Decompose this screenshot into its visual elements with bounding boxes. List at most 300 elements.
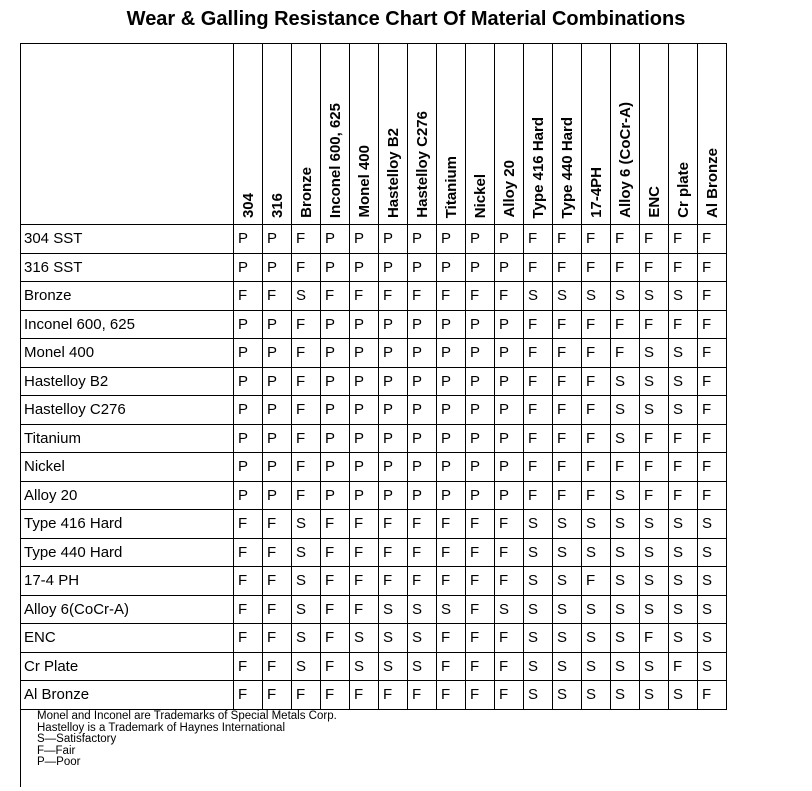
rating-cell: S [437, 595, 466, 624]
rating-cell: P [437, 225, 466, 254]
rating-cell: P [466, 225, 495, 254]
rating-cell: P [466, 453, 495, 482]
rating-cell: S [698, 595, 727, 624]
table-row [21, 339, 727, 368]
rating-cell: S [669, 567, 698, 596]
rating-cell: F [611, 453, 640, 482]
rating-cell: F [263, 567, 292, 596]
column-header [466, 44, 495, 225]
rating-cell: P [234, 424, 263, 453]
rating-cell: F [379, 567, 408, 596]
table-row [21, 595, 727, 624]
column-header [582, 44, 611, 225]
rating-cell: F [292, 253, 321, 282]
rating-cell: P [408, 396, 437, 425]
rating-cell: S [669, 538, 698, 567]
rating-cell: F [350, 282, 379, 311]
rating-cell: F [495, 652, 524, 681]
rating-cell: P [350, 310, 379, 339]
rating-cell: S [292, 282, 321, 311]
rating-cell: F [669, 424, 698, 453]
column-header-label: Monel 400 [355, 145, 373, 218]
rating-cell: P [321, 253, 350, 282]
rating-cell: F [292, 424, 321, 453]
rating-cell: S [640, 538, 669, 567]
rating-cell: F [466, 282, 495, 311]
row-label: Monel 400 [21, 339, 234, 368]
rating-cell: P [379, 225, 408, 254]
rating-cell: P [437, 481, 466, 510]
rating-cell: F [292, 453, 321, 482]
rating-cell: F [466, 652, 495, 681]
column-header-label: 304 [239, 192, 257, 218]
rating-cell: S [553, 595, 582, 624]
rating-cell: F [292, 681, 321, 710]
column-header [321, 44, 350, 225]
table-row [21, 538, 727, 567]
rating-cell: F [553, 424, 582, 453]
rating-cell: F [263, 538, 292, 567]
rating-cell: F [466, 567, 495, 596]
rating-cell: F [292, 225, 321, 254]
rating-cell: F [611, 339, 640, 368]
rating-cell: F [553, 367, 582, 396]
rating-cell: P [263, 396, 292, 425]
rating-cell: P [466, 253, 495, 282]
rating-cell: S [640, 367, 669, 396]
rating-cell: F [350, 595, 379, 624]
rating-cell: F [292, 367, 321, 396]
rating-cell: F [408, 538, 437, 567]
rating-cell: F [437, 567, 466, 596]
rating-cell: S [350, 624, 379, 653]
rating-cell: P [350, 481, 379, 510]
column-header-label: Bronze [297, 167, 315, 218]
rating-cell: F [234, 595, 263, 624]
rating-cell: P [379, 367, 408, 396]
rating-cell: P [263, 339, 292, 368]
column-header [553, 44, 582, 225]
rating-cell: F [640, 624, 669, 653]
footnotes [20, 707, 806, 787]
rating-cell: F [408, 681, 437, 710]
rating-cell: F [524, 310, 553, 339]
rating-cell: S [553, 282, 582, 311]
column-header [234, 44, 263, 225]
rating-cell: S [582, 624, 611, 653]
rating-cell: P [379, 481, 408, 510]
footnote-line: F—Fair [37, 744, 76, 757]
rating-cell: F [582, 339, 611, 368]
rating-cell: F [292, 396, 321, 425]
rating-cell: F [350, 510, 379, 539]
rating-cell: P [437, 424, 466, 453]
rating-cell: F [495, 510, 524, 539]
rating-cell: F [582, 567, 611, 596]
rating-cell: S [292, 510, 321, 539]
rating-cell: F [698, 481, 727, 510]
column-header [408, 44, 437, 225]
rating-cell: F [524, 453, 553, 482]
rating-cell: F [234, 282, 263, 311]
rating-cell: S [379, 624, 408, 653]
rating-cell: P [263, 253, 292, 282]
rating-cell: S [524, 567, 553, 596]
column-header [611, 44, 640, 225]
rating-cell: F [437, 282, 466, 311]
galling-resistance-table [20, 43, 727, 710]
rating-cell: F [669, 453, 698, 482]
rating-cell: S [582, 282, 611, 311]
rating-cell: F [234, 567, 263, 596]
rating-cell: F [437, 652, 466, 681]
rating-cell: F [350, 567, 379, 596]
rating-cell: S [611, 595, 640, 624]
rating-cell: P [321, 367, 350, 396]
table-row [21, 282, 727, 311]
table-row [21, 481, 727, 510]
rating-cell: P [234, 339, 263, 368]
corner-cell [21, 44, 234, 225]
rating-cell: F [698, 681, 727, 710]
rating-cell: F [495, 567, 524, 596]
rating-cell: P [466, 339, 495, 368]
column-header-label: Type 416 Hard [529, 116, 547, 218]
rating-cell: F [698, 339, 727, 368]
rating-cell: S [669, 367, 698, 396]
rating-cell: F [263, 510, 292, 539]
rating-cell: S [553, 538, 582, 567]
column-header-row [21, 44, 727, 225]
rating-cell: F [263, 652, 292, 681]
rating-cell: F [553, 481, 582, 510]
rating-cell: F [669, 225, 698, 254]
rating-cell: F [234, 624, 263, 653]
table-row [21, 567, 727, 596]
rating-cell: F [263, 282, 292, 311]
footnote-line: P—Poor [37, 756, 81, 768]
rating-cell: F [553, 453, 582, 482]
rating-cell: P [350, 253, 379, 282]
rating-cell: S [292, 538, 321, 567]
rating-cell: P [234, 225, 263, 254]
rating-cell: F [553, 396, 582, 425]
rating-cell: S [698, 510, 727, 539]
table-row [21, 253, 727, 282]
rating-cell: F [321, 538, 350, 567]
rating-cell: F [640, 253, 669, 282]
rating-cell: P [350, 424, 379, 453]
rating-cell: P [408, 424, 437, 453]
rating-cell: P [495, 225, 524, 254]
rating-cell: F [640, 453, 669, 482]
footnote-line: S—Satisfactory [37, 733, 117, 745]
column-header-label: Al Bronze [703, 147, 721, 218]
rating-cell: S [379, 652, 408, 681]
rating-cell: F [669, 253, 698, 282]
rating-cell: F [611, 310, 640, 339]
rating-cell: F [698, 310, 727, 339]
rating-cell: F [582, 367, 611, 396]
rating-cell: S [350, 652, 379, 681]
column-header-label: Hastelloy C276 [413, 111, 431, 218]
rating-cell: F [495, 681, 524, 710]
rating-cell: P [466, 396, 495, 425]
rating-cell: P [263, 310, 292, 339]
rating-cell: F [321, 595, 350, 624]
rating-cell: F [582, 396, 611, 425]
rating-cell: S [640, 681, 669, 710]
rating-cell: P [234, 453, 263, 482]
rating-cell: F [553, 253, 582, 282]
rating-cell: P [321, 225, 350, 254]
rating-cell: S [524, 510, 553, 539]
column-header [437, 44, 466, 225]
rating-cell: S [524, 652, 553, 681]
rating-cell: F [350, 681, 379, 710]
rating-cell: F [321, 681, 350, 710]
rating-cell: F [495, 538, 524, 567]
rating-cell: F [698, 396, 727, 425]
row-label: Bronze [21, 282, 234, 311]
rating-cell: P [350, 453, 379, 482]
rating-cell: F [524, 339, 553, 368]
rating-cell: F [379, 538, 408, 567]
column-header-label: Alloy 6 (CoCr-A) [616, 102, 634, 218]
column-header [640, 44, 669, 225]
table-row [21, 652, 727, 681]
rating-cell: F [698, 253, 727, 282]
rating-cell: P [234, 367, 263, 396]
rating-cell: P [350, 225, 379, 254]
rating-cell: F [466, 624, 495, 653]
rating-cell: S [669, 595, 698, 624]
rating-cell: S [292, 624, 321, 653]
rating-cell: F [437, 624, 466, 653]
rating-cell: F [524, 253, 553, 282]
column-header-label: Cr plate [674, 162, 692, 218]
footnote-line: Monel and Inconel are Trademarks of Special Metals Corp. [37, 710, 337, 722]
rating-cell: S [524, 595, 553, 624]
rating-cell: S [669, 396, 698, 425]
rating-cell: S [292, 567, 321, 596]
column-header [263, 44, 292, 225]
rating-cell: F [669, 652, 698, 681]
rating-cell: S [698, 567, 727, 596]
row-label: 304 SST [21, 225, 234, 254]
rating-cell: S [582, 652, 611, 681]
rating-cell: F [524, 225, 553, 254]
rating-cell: S [292, 595, 321, 624]
rating-cell: P [408, 253, 437, 282]
rating-cell: P [263, 367, 292, 396]
rating-cell: F [263, 681, 292, 710]
rating-cell: S [611, 567, 640, 596]
rating-cell: F [553, 225, 582, 254]
rating-cell: F [234, 681, 263, 710]
rating-cell: F [263, 595, 292, 624]
rating-cell: P [263, 453, 292, 482]
table-row [21, 396, 727, 425]
rating-cell: P [495, 253, 524, 282]
row-label: Type 416 Hard [21, 510, 234, 539]
column-header-label: ENC [645, 186, 663, 218]
rating-cell: F [321, 510, 350, 539]
rating-cell: F [292, 481, 321, 510]
rating-cell: P [495, 424, 524, 453]
rating-cell: F [466, 510, 495, 539]
table-row [21, 510, 727, 539]
rating-cell: S [611, 481, 640, 510]
column-header-label: Inconel 600, 625 [326, 102, 344, 218]
rating-cell: F [640, 424, 669, 453]
rating-cell: F [408, 567, 437, 596]
rating-cell: P [350, 367, 379, 396]
rating-cell: P [466, 424, 495, 453]
rating-cell: S [640, 595, 669, 624]
rating-cell: S [611, 282, 640, 311]
column-header-label: 316 [268, 192, 286, 218]
chart-title: Wear & Galling Resistance Chart Of Material Combinations [126, 8, 686, 30]
rating-cell: P [263, 481, 292, 510]
rating-cell: F [698, 367, 727, 396]
rating-cell: S [524, 624, 553, 653]
rating-cell: S [640, 567, 669, 596]
rating-cell: F [234, 652, 263, 681]
rating-cell: F [466, 538, 495, 567]
rating-cell: P [495, 453, 524, 482]
table-row [21, 225, 727, 254]
rating-cell: S [582, 681, 611, 710]
rating-cell: F [408, 510, 437, 539]
rating-cell: S [669, 681, 698, 710]
rating-cell: P [466, 481, 495, 510]
rating-cell: S [640, 652, 669, 681]
rating-cell: P [379, 339, 408, 368]
rating-cell: F [263, 624, 292, 653]
rating-cell: F [379, 681, 408, 710]
rating-cell: P [321, 396, 350, 425]
rating-cell: S [524, 282, 553, 311]
row-label: Al Bronze [21, 681, 234, 710]
rating-cell: P [466, 310, 495, 339]
table-body [21, 225, 727, 710]
rating-cell: F [379, 282, 408, 311]
rating-cell: P [379, 253, 408, 282]
rating-cell: P [379, 396, 408, 425]
rating-cell: P [437, 253, 466, 282]
rating-cell: F [379, 510, 408, 539]
rating-cell: P [495, 396, 524, 425]
rating-cell: P [379, 424, 408, 453]
rating-cell: P [234, 310, 263, 339]
rating-cell: S [698, 624, 727, 653]
rating-cell: S [553, 624, 582, 653]
rating-cell: F [321, 624, 350, 653]
column-header [524, 44, 553, 225]
rating-cell: F [437, 681, 466, 710]
rating-cell: F [524, 396, 553, 425]
table-row [21, 624, 727, 653]
rating-cell: S [524, 538, 553, 567]
rating-cell: P [379, 453, 408, 482]
row-label: Type 440 Hard [21, 538, 234, 567]
rating-cell: S [640, 282, 669, 311]
rating-cell: P [263, 424, 292, 453]
rating-cell: P [321, 310, 350, 339]
rating-cell: P [379, 310, 408, 339]
row-label: Hastelloy C276 [21, 396, 234, 425]
column-header-label: Titanium [442, 155, 460, 218]
rating-cell: P [437, 453, 466, 482]
rating-cell: P [234, 253, 263, 282]
rating-cell: P [408, 310, 437, 339]
rating-cell: F [234, 510, 263, 539]
rating-cell: F [640, 310, 669, 339]
table-row [21, 367, 727, 396]
row-label: Alloy 6(CoCr-A) [21, 595, 234, 624]
rating-cell: P [466, 367, 495, 396]
rating-cell: S [553, 567, 582, 596]
row-label: 17-4 PH [21, 567, 234, 596]
rating-cell: F [582, 253, 611, 282]
rating-cell: S [611, 367, 640, 396]
rating-cell: F [553, 310, 582, 339]
rating-cell: S [611, 424, 640, 453]
rating-cell: P [234, 396, 263, 425]
rating-cell: F [437, 510, 466, 539]
rating-cell: F [466, 681, 495, 710]
row-label: Nickel [21, 453, 234, 482]
rating-cell: F [524, 481, 553, 510]
rating-cell: S [611, 681, 640, 710]
rating-cell: S [611, 396, 640, 425]
rating-cell: F [582, 453, 611, 482]
rating-cell: P [350, 339, 379, 368]
rating-cell: F [553, 339, 582, 368]
table-row [21, 424, 727, 453]
rating-cell: S [379, 595, 408, 624]
rating-cell: P [495, 367, 524, 396]
footnote-line: Hastelloy is a Trademark of Haynes International [37, 721, 286, 734]
rating-cell: P [437, 310, 466, 339]
rating-cell: S [669, 282, 698, 311]
rating-cell: S [698, 538, 727, 567]
rating-cell: P [321, 453, 350, 482]
rating-cell: P [408, 225, 437, 254]
rating-cell: S [611, 652, 640, 681]
rating-cell: S [582, 595, 611, 624]
rating-cell: S [611, 538, 640, 567]
rating-cell: F [350, 538, 379, 567]
rating-cell: S [669, 624, 698, 653]
column-header-label: Type 440 Hard [558, 116, 576, 218]
rating-cell: F [611, 225, 640, 254]
rating-cell: S [292, 652, 321, 681]
rating-cell: P [408, 367, 437, 396]
rating-cell: P [408, 481, 437, 510]
rating-cell: F [437, 538, 466, 567]
rating-cell: S [553, 510, 582, 539]
rating-cell: S [408, 652, 437, 681]
rating-cell: F [582, 481, 611, 510]
rating-cell: P [495, 310, 524, 339]
rating-cell: S [611, 510, 640, 539]
rating-cell: F [292, 339, 321, 368]
column-header [698, 44, 727, 225]
table-row [21, 681, 727, 710]
rating-cell: F [698, 424, 727, 453]
